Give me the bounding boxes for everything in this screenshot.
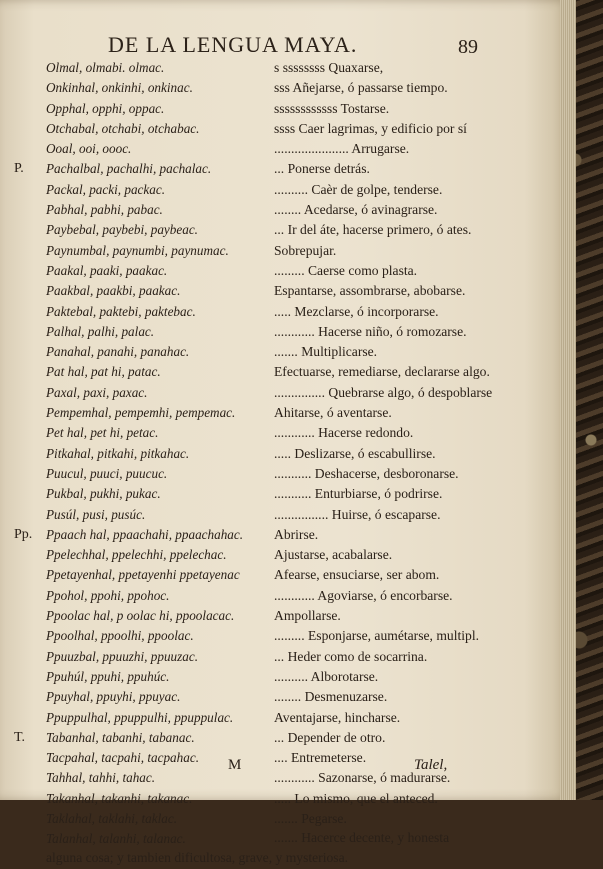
maya-verb-forms: Paktebal, paktebi, paktebac. [46, 303, 196, 319]
spanish-gloss: ............ Hacerse redondo. [274, 425, 414, 441]
spanish-gloss: ............... Quebrarse algo, ó despoblarse [274, 384, 493, 400]
dictionary-entry [14, 200, 554, 220]
dictionary-entry [14, 362, 554, 382]
spanish-gloss: Abrirse. [274, 526, 319, 542]
maya-verb-forms: Packal, packi, packac. [46, 181, 165, 197]
spanish-gloss: Ahitarse, ó aventarse. [274, 405, 392, 421]
spanish-gloss: Ajustarse, acabalarse. [274, 547, 393, 563]
maya-verb-forms: Pukbal, pukhi, pukac. [46, 486, 161, 502]
page-edges [560, 0, 576, 800]
spanish-gloss: Efectuarse, remediarse, declararse algo. [274, 364, 490, 380]
spanish-gloss: ........ Desmenuzarse. [274, 689, 388, 705]
dictionary-entry [14, 545, 554, 565]
spanish-gloss: ..... Lo mismo, que el anteced. [274, 790, 438, 806]
spanish-gloss: ........... Enturbiarse, ó podrirse. [274, 486, 443, 502]
maya-verb-forms: Ppuppulhal, ppuppulhi, ppuppulac. [46, 709, 234, 725]
dictionary-entry [14, 789, 554, 809]
spanish-gloss: ............ Sazonarse, ó madurarse. [274, 770, 451, 786]
dictionary-entry [14, 728, 554, 748]
maya-verb-forms: Puucul, puuci, puucuc. [46, 465, 168, 481]
dictionary-entry [14, 687, 554, 707]
maya-verb-forms: Paybebal, paybebi, paybeac. [46, 222, 198, 238]
dictionary-entry [14, 708, 554, 728]
section-letter: Pp. [14, 526, 33, 542]
dictionary-entry [14, 119, 554, 139]
maya-verb-forms: Ppuyhal, ppuyhi, ppuyac. [46, 689, 181, 705]
spanish-gloss: ....... Hacerce decente, y honesta [274, 830, 450, 846]
dictionary-entry [14, 403, 554, 423]
dictionary-entry [14, 626, 554, 646]
dictionary-entry [14, 139, 554, 159]
maya-verb-forms: Palhal, palhi, palac. [46, 323, 155, 339]
maya-verb-forms: Pachalbal, pachalhi, pachalac. [46, 161, 212, 177]
spanish-gloss: Espantarse, assombrarse, abobarse. [274, 283, 466, 299]
spanish-gloss: ............ Agoviarse, ó encorbarse. [274, 587, 453, 603]
spanish-gloss: s ssssssss Quaxarse, [274, 60, 384, 75]
spanish-gloss: ....... Pegarse. [274, 810, 347, 826]
dictionary-entry [14, 423, 554, 443]
dictionary-entry [14, 606, 554, 626]
dictionary-entry [14, 647, 554, 667]
maya-verb-forms: Ppoolhal, ppoolhi, ppoolac. [46, 628, 194, 644]
spanish-gloss: ............ Hacerse niño, ó romozarse. [274, 323, 467, 339]
dictionary-entry [14, 444, 554, 464]
spanish-gloss: ... Ir del áte, hacerse primero, ó ates. [274, 222, 472, 238]
gloss-continuation: alguna cosa; y tambien dificultosa, grave, y mysteriosa. [46, 850, 348, 866]
dictionary-entry [14, 586, 554, 606]
dictionary-entries [14, 58, 554, 869]
spanish-gloss: .... Entremeterse. [274, 750, 367, 766]
dictionary-entry [14, 180, 554, 200]
page-footer [40, 757, 550, 781]
spanish-gloss: Sobrepujar. [274, 242, 337, 258]
spanish-gloss: .......... Alborotarse. [274, 668, 379, 684]
spanish-gloss: Aventajarse, hincharse. [274, 709, 401, 725]
dictionary-entry [14, 99, 554, 119]
maya-verb-forms: Pat hal, pat hi, patac. [46, 364, 161, 380]
maya-verb-forms: Pet hal, pet hi, petac. [46, 425, 159, 441]
maya-verb-forms: Takanhal, takanhi, takanac. [46, 790, 193, 806]
dictionary-entry [14, 667, 554, 687]
dictionary-entry [14, 261, 554, 281]
maya-verb-forms: Ppuhúl, ppuhi, ppuhúc. [46, 668, 170, 684]
section-letter: T. [14, 729, 26, 745]
maya-verb-forms: Ppaach hal, ppaachahi, ppaachahac. [46, 526, 244, 542]
maya-verb-forms: Paakbal, paakbi, paakac. [46, 283, 181, 299]
dictionary-entry [14, 809, 554, 829]
dictionary-entry [14, 565, 554, 585]
maya-verb-forms: Paynumbal, paynumbi, paynumac. [46, 242, 229, 258]
maya-verb-forms: Pitkahal, pitkahi, pitkahac. [46, 445, 190, 461]
maya-verb-forms: Ppoolac hal, p oolac hi, ppoolacac. [46, 608, 235, 624]
dictionary-entry [14, 525, 554, 545]
maya-verb-forms: Pempemhal, pempemhi, pempemac. [46, 405, 236, 421]
dictionary-entry [14, 159, 554, 179]
spanish-gloss: ssss Caer lagrimas, y edificio por sí [274, 120, 467, 136]
spanish-gloss: Afearse, ensuciarse, ser abom. [274, 567, 440, 583]
maya-verb-forms: Onkinhal, onkinhi, onkinac. [46, 80, 193, 96]
spanish-gloss: ...................... Arrugarse. [274, 141, 410, 157]
dictionary-entry [14, 342, 554, 362]
maya-verb-forms: Paxal, paxi, paxac. [46, 384, 148, 400]
dictionary-entry [14, 78, 554, 98]
maya-verb-forms: Otchabal, otchabi, otchabac. [46, 120, 200, 136]
maya-verb-forms: Pusúl, pusi, pusúc. [46, 506, 146, 522]
running-title: DE LA LENGUA MAYA. [108, 32, 358, 57]
spanish-gloss: ..... Deslizarse, ó escabullirse. [274, 445, 436, 461]
spanish-gloss: ... Depender de otro. [274, 729, 386, 745]
dictionary-entry [14, 302, 554, 322]
spanish-gloss: .......... Caèr de golpe, tenderse. [274, 181, 443, 197]
dictionary-entry [14, 322, 554, 342]
maya-verb-forms: Ppelechhal, ppelechhi, ppelechac. [46, 547, 227, 563]
dictionary-entry [14, 220, 554, 240]
maya-verb-forms: Paakal, paaki, paakac. [46, 262, 168, 278]
maya-verb-forms: Olmal, olmabi. olmac. [46, 60, 165, 75]
maya-verb-forms: Ppuuzbal, ppuuzhi, ppuuzac. [46, 648, 199, 664]
maya-verb-forms: Ooal, ooi, oooc. [46, 141, 132, 157]
signature-mark: M [228, 757, 242, 773]
maya-verb-forms: Ppetayenhal, ppetayenhi ppetayenac [46, 567, 240, 583]
page-number: 89 [458, 36, 478, 58]
spanish-gloss: ssssssssssss Tostarse. [274, 100, 390, 116]
spanish-gloss: Ampollarse. [274, 608, 341, 624]
maya-verb-forms: Opphal, opphi, oppac. [46, 100, 165, 116]
spanish-gloss: ..... Mezclarse, ó incorporarse. [274, 303, 439, 319]
section-letter: P. [14, 161, 24, 177]
dictionary-entry [14, 383, 554, 403]
maya-verb-forms: Talanhal, talanhi, talanac. [46, 831, 186, 847]
dictionary-entry [14, 241, 554, 261]
dictionary-entry [14, 464, 554, 484]
spanish-gloss: ......... Esponjarse, aumétarse, multipl. [274, 628, 479, 644]
maya-verb-forms: Tahhal, tahhi, tahac. [46, 770, 156, 786]
spanish-gloss: ... Heder como de socarrina. [274, 648, 428, 664]
spanish-gloss: ........ Acedarse, ó avinagrarse. [274, 202, 438, 218]
spanish-gloss: ... Ponerse detrás. [274, 161, 370, 177]
dictionary-entry [14, 484, 554, 504]
dictionary-entry [14, 58, 554, 78]
dictionary-entry [14, 505, 554, 525]
spanish-gloss: ........... Deshacerse, desboronarse. [274, 465, 459, 481]
maya-verb-forms: Tacpahal, tacpahi, tacpahac. [46, 750, 199, 766]
spanish-gloss: ................ Huirse, ó escaparse. [274, 506, 441, 522]
maya-verb-forms: Taklahal, taklahi, taklac. [46, 810, 178, 826]
dictionary-entry [14, 281, 554, 301]
maya-verb-forms: Tabanhal, tabanhi, tabanac. [46, 729, 195, 745]
spanish-gloss: ....... Multiplicarse. [274, 344, 378, 360]
spanish-gloss: ......... Caerse como plasta. [274, 262, 418, 278]
catchword: Talel, [414, 757, 448, 773]
maya-verb-forms: Ppohol, ppohi, ppohoc. [46, 587, 170, 603]
dictionary-entry [14, 829, 554, 869]
maya-verb-forms: Pabhal, pabhi, pabac. [46, 202, 163, 218]
spanish-gloss: sss Añejarse, ó passarse tiempo. [274, 80, 448, 96]
maya-verb-forms: Panahal, panahi, panahac. [46, 344, 190, 360]
